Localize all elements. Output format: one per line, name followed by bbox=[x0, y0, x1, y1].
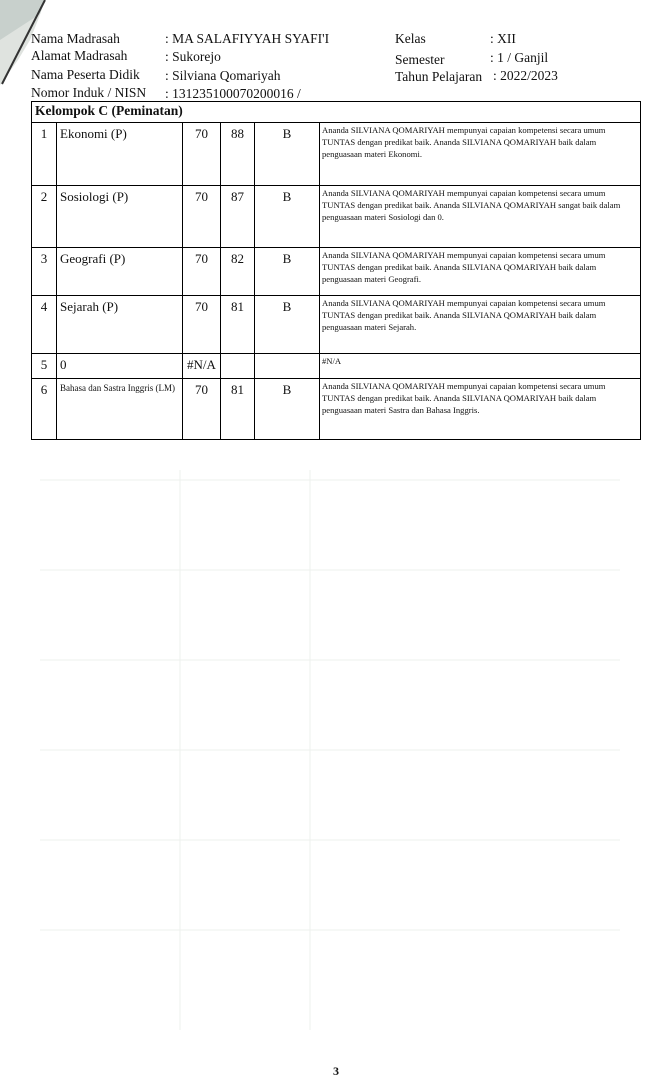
table-row bbox=[32, 123, 641, 186]
value-nama-madrasah: : MA SALAFIYYAH SYAFI'I bbox=[165, 31, 330, 46]
label-nomor-induk: Nomor Induk / NISN bbox=[31, 85, 147, 100]
cell-no: 1 bbox=[32, 123, 57, 186]
cell-subject: Bahasa dan Sastra Inggris (LM) bbox=[57, 379, 183, 440]
cell-nilai: 81 bbox=[221, 296, 255, 354]
value-nomor-induk: : 131235100070200016 / bbox=[165, 86, 301, 101]
cell-kkm: #N/A bbox=[183, 354, 221, 379]
cell-predikat: B bbox=[255, 296, 320, 354]
label-alamat-madrasah: Alamat Madrasah bbox=[31, 48, 128, 63]
cell-no: 4 bbox=[32, 296, 57, 354]
cell-predikat: B bbox=[255, 248, 320, 296]
cell-no: 2 bbox=[32, 186, 57, 248]
grades-table bbox=[31, 101, 640, 440]
cell-nilai bbox=[221, 354, 255, 379]
cell-kkm: 70 bbox=[183, 186, 221, 248]
table-row bbox=[32, 248, 641, 296]
label-semester: Semester bbox=[395, 52, 445, 67]
table-row bbox=[32, 296, 641, 354]
label-tahun-pelajaran: Tahun Pelajaran bbox=[395, 69, 483, 84]
cell-kkm: 70 bbox=[183, 379, 221, 440]
cell-nilai: 87 bbox=[221, 186, 255, 248]
value-kelas: : XII bbox=[490, 31, 516, 46]
cell-subject: Geografi (P) bbox=[57, 248, 183, 296]
cell-subject: Sosiologi (P) bbox=[57, 186, 183, 248]
cell-predikat: B bbox=[255, 186, 320, 248]
cell-kkm: 70 bbox=[183, 296, 221, 354]
cell-no: 5 bbox=[32, 354, 57, 379]
cell-nilai: 82 bbox=[221, 248, 255, 296]
cell-description: Ananda SILVIANA QOMARIYAH mempunyai capaian kompetensi secara umum TUNTAS dengan predikat baik. Ananda SILVIANA QOMARIYAH sangat baik dalam penguasaan materi Sosiologi dan 0. bbox=[320, 186, 641, 248]
cell-description: Ananda SILVIANA QOMARIYAH mempunyai capaian kompetensi secara umum TUNTAS dengan predikat baik. Ananda SILVIANA QOMARIYAH baik dalam penguasaan materi Sastra dan Bahasa Inggris. bbox=[320, 379, 641, 440]
group-title: Kelompok C (Peminatan) bbox=[32, 102, 641, 123]
cell-predikat: B bbox=[255, 379, 320, 440]
value-semester: : 1 / Ganjil bbox=[490, 50, 549, 65]
label-kelas: Kelas bbox=[395, 31, 426, 46]
page-number: 3 bbox=[333, 1064, 339, 1078]
table-row bbox=[32, 379, 641, 440]
cell-subject: Ekonomi (P) bbox=[57, 123, 183, 186]
cell-subject: Sejarah (P) bbox=[57, 296, 183, 354]
cell-description: Ananda SILVIANA QOMARIYAH mempunyai capaian kompetensi secara umum TUNTAS dengan predikat baik. Ananda SILVIANA QOMARIYAH baik dalam penguasaan materi Sejarah. bbox=[320, 296, 641, 354]
table-row bbox=[32, 186, 641, 248]
cell-no: 3 bbox=[32, 248, 57, 296]
value-nama-peserta: : Silviana Qomariyah bbox=[165, 68, 281, 83]
cell-subject: 0 bbox=[57, 354, 183, 379]
cell-description: Ananda SILVIANA QOMARIYAH mempunyai capaian kompetensi secara umum TUNTAS dengan predikat baik. Ananda SILVIANA QOMARIYAH baik dalam penguasaan materi Ekonomi. bbox=[320, 123, 641, 186]
label-nama-peserta: Nama Peserta Didik bbox=[31, 67, 140, 82]
cell-nilai: 81 bbox=[221, 379, 255, 440]
cell-no: 6 bbox=[32, 379, 57, 440]
cell-nilai: 88 bbox=[221, 123, 255, 186]
cell-kkm: 70 bbox=[183, 123, 221, 186]
cell-description: #N/A bbox=[320, 354, 641, 379]
cell-predikat bbox=[255, 354, 320, 379]
value-tahun-pelajaran: : 2022/2023 bbox=[493, 68, 558, 83]
bleed-through-shadow bbox=[40, 470, 620, 1040]
label-nama-madrasah: Nama Madrasah bbox=[31, 31, 120, 46]
cell-predikat: B bbox=[255, 123, 320, 186]
cell-description: Ananda SILVIANA QOMARIYAH mempunyai capaian kompetensi secara umum TUNTAS dengan predikat baik. Ananda SILVIANA QOMARIYAH baik dalam penguasaan materi Geografi. bbox=[320, 248, 641, 296]
value-alamat-madrasah: : Sukorejo bbox=[165, 49, 221, 64]
cell-kkm: 70 bbox=[183, 248, 221, 296]
table-row bbox=[32, 354, 641, 379]
